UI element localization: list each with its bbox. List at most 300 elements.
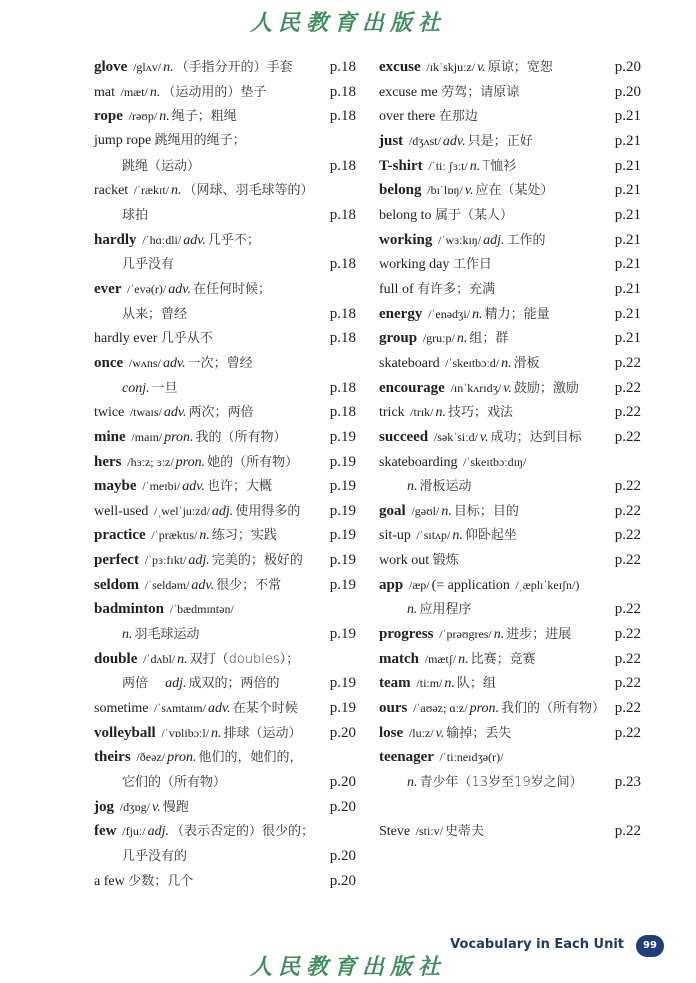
definition: 使用得多的 (235, 503, 301, 519)
part-of-speech: n. (407, 775, 418, 791)
page-reference: p.18 (329, 330, 356, 347)
entry-text (94, 400, 254, 426)
vocabulary-line (379, 228, 641, 253)
phonetic: /ˈwɜːkɪŋ/ (438, 232, 482, 247)
definition: 几乎从不 (160, 331, 213, 347)
headword: seldom (94, 576, 143, 593)
page-reference: p.18 (329, 305, 356, 322)
headword-plain: working day (379, 257, 453, 273)
phonetic: /ˈbædmɪntən/ (169, 602, 234, 617)
page-reference: p.18 (329, 157, 356, 174)
vocabulary-line (379, 499, 641, 524)
phonetic: /ˈmeɪbi/ (142, 479, 181, 494)
page-reference: p.21 (614, 280, 641, 297)
page-reference: p.20 (329, 848, 356, 864)
entry-text (379, 696, 605, 722)
phonetic: /dʒʌst/ (408, 133, 441, 148)
vocabulary-line (379, 696, 641, 721)
part-of-speech: pron. (164, 429, 194, 445)
vocabulary-line (379, 573, 641, 598)
entry-text (379, 228, 545, 254)
part-of-speech: adv. (168, 281, 191, 297)
entry-text (94, 623, 200, 648)
phonetic: /ˈskeɪtbɔːdɪŋ/ (463, 454, 527, 469)
vocabulary-line (379, 55, 641, 80)
entry-text (94, 327, 213, 352)
entry-text (379, 81, 519, 106)
page-reference: p.18 (329, 256, 356, 273)
vocabulary-line (94, 819, 356, 844)
headword: progress (379, 626, 438, 643)
vocabulary-line (94, 228, 356, 253)
headword-plain: sit-up (379, 528, 415, 544)
page-reference: p.19 (329, 576, 356, 593)
page-reference: p.20 (329, 798, 356, 815)
publisher-logo-top: 人民教育出版社 (249, 10, 446, 36)
definition: 双打（doubles）； (189, 651, 300, 667)
definition: 一次；曾经 (187, 355, 253, 371)
vocabulary-line (379, 795, 641, 820)
entry-text (379, 105, 478, 130)
part-of-speech: pron. (469, 701, 500, 717)
part-of-speech: adj. (165, 676, 187, 692)
vocabulary-line (379, 400, 641, 425)
entry-text (94, 450, 298, 476)
definition: （表示否定的）很少的； (170, 824, 314, 840)
vocabulary-line (379, 548, 641, 573)
headword: energy (379, 305, 427, 322)
part-of-speech: n. (211, 725, 222, 741)
headword: teenager (379, 749, 438, 766)
entry-text (94, 597, 236, 623)
definition: 技巧；戏法 (448, 405, 514, 421)
part-of-speech: n. (472, 306, 483, 322)
definition: 它们的（所有物） (122, 775, 227, 791)
part-of-speech: adj. (211, 503, 234, 519)
definition: 两次；两倍 (188, 405, 254, 421)
headword: encourage (379, 379, 449, 396)
page-reference: p.19 (329, 502, 356, 519)
phonetic: /ˈtiː ʃɜːt/ (428, 158, 468, 173)
vocabulary-line (94, 499, 356, 524)
headword: practice (94, 527, 150, 544)
vocabulary-line (379, 376, 641, 401)
definition: 鼓励；激励 (513, 380, 579, 396)
entry-text (94, 696, 298, 722)
entry-text (94, 277, 271, 303)
entry-text (379, 721, 511, 747)
phonetic: /ɪnˈkʌrɪdʒ/ (450, 380, 502, 395)
entry-text (94, 523, 277, 549)
phonetic: /ˈpræktɪs/ (151, 528, 198, 543)
page-reference: p.23 (614, 774, 641, 791)
vocabulary-line (94, 55, 356, 80)
page-reference: p.18 (329, 379, 356, 396)
part-of-speech: adj. (147, 824, 169, 840)
vocabulary-line (379, 523, 641, 548)
headword: theirs (94, 749, 135, 766)
page-reference: p.18 (329, 206, 356, 223)
entry-text (379, 253, 492, 278)
page-reference: p.18 (329, 108, 356, 125)
vocabulary-line (94, 326, 356, 351)
vocabulary-line (379, 819, 641, 844)
phonetic: /səkˈsiːd/ (433, 429, 478, 444)
part-of-speech: v. (479, 429, 489, 445)
vocabulary-line (94, 869, 356, 894)
part-of-speech: adv. (442, 133, 466, 149)
entry-text (94, 870, 193, 895)
headword: few (94, 823, 121, 840)
definition: 应用程序 (419, 602, 472, 618)
headword: succeed (379, 428, 432, 445)
definition: 属于（某人） (435, 207, 514, 223)
entry-text (94, 721, 302, 747)
definition: 两倍 (122, 676, 166, 692)
phonetic: /ˈpɜːfɪkt/ (144, 553, 187, 568)
page-reference: p.21 (614, 231, 641, 248)
part-of-speech: n. (159, 109, 170, 125)
definition: 有许多；充满 (417, 281, 496, 297)
part-of-speech: v. (435, 725, 445, 741)
entry-text (94, 351, 253, 377)
headword-plain: work out (379, 553, 433, 569)
entry-text (94, 647, 299, 673)
definition: 练习；实践 (211, 528, 277, 544)
phonetic: /fjuː/ (122, 824, 146, 839)
vocabulary-line (94, 400, 356, 425)
part-of-speech: n. (469, 158, 481, 174)
entry-text (379, 745, 505, 771)
definition: 完美的；极好的 (211, 553, 303, 569)
entry-text (379, 499, 519, 525)
definition: 几乎没有的 (122, 849, 188, 864)
headword: belong (379, 182, 426, 199)
definition: 原谅；宽恕 (487, 60, 553, 75)
page-reference: p.19 (329, 478, 356, 495)
phonetic: /ˈskeɪtbɔːd/ (445, 355, 500, 370)
part-of-speech: v. (477, 60, 486, 75)
part-of-speech: conj. (122, 380, 150, 396)
entry-text (379, 326, 508, 352)
entry-text (379, 278, 495, 303)
definition: 进步；进展 (506, 627, 572, 643)
entry-text (379, 129, 533, 155)
vocabulary-line (94, 104, 356, 129)
entry-text (379, 819, 484, 845)
vocabulary-line (94, 450, 356, 475)
entry-text (94, 178, 314, 204)
headword: once (94, 354, 127, 371)
headword: just (379, 132, 407, 149)
headword-plain: trick (379, 405, 409, 421)
part-of-speech: n. (458, 651, 469, 667)
definition: 滑板 (513, 355, 540, 371)
vocabulary-line (379, 671, 641, 696)
page-reference: p.21 (614, 206, 641, 223)
entry-text (94, 771, 226, 796)
vocabulary-column-left (94, 55, 356, 893)
phonetic: /gəʊl/ (411, 503, 440, 518)
definition: 青少年（13岁至19岁之间） (419, 775, 583, 791)
entry-text (94, 795, 189, 821)
definition: 工作日 (452, 257, 492, 273)
page-reference: p.22 (614, 354, 641, 371)
headword: group (379, 330, 421, 347)
definition: 几乎不； (207, 232, 260, 248)
definition: 比赛；竞赛 (470, 651, 536, 667)
vocabulary-line (379, 178, 641, 203)
phonetic: /maɪn/ (131, 429, 163, 444)
page-reference: p.18 (329, 404, 356, 421)
vocabulary-line (379, 154, 641, 179)
headword-plain: a few (94, 873, 129, 889)
entry-text (379, 450, 528, 476)
vocabulary-line (379, 104, 641, 129)
vocabulary-line (94, 425, 356, 450)
headword: jog (94, 798, 118, 815)
definition: 一旦 (151, 380, 178, 396)
page-reference: p.22 (614, 478, 641, 495)
headword-plain: belong to (379, 207, 435, 223)
phonetic: /ˈhɑːdli/ (142, 232, 182, 247)
phonetic: /ˈsʌmtaɪm/ (153, 701, 206, 716)
entry-text (379, 55, 553, 81)
headword: lose (379, 724, 407, 741)
definition: 跳绳用的绳子； (154, 132, 246, 148)
entry-text (379, 400, 513, 426)
headword: hers (94, 453, 126, 470)
headword: hardly (94, 231, 141, 248)
headword-plain: (= application (431, 577, 514, 593)
definition: 我们的（所有物） (501, 701, 606, 717)
phonetic: /ˈevə(r)/ (126, 281, 167, 296)
part-of-speech: pron. (175, 454, 206, 470)
vocabulary-line (94, 844, 356, 869)
phonetic: /ˈsɪtʌp/ (416, 528, 451, 543)
definition: 成双的；两倍的 (188, 676, 280, 692)
vocabulary-line (94, 548, 356, 573)
headword-plain: Steve (379, 824, 414, 840)
page-reference: p.20 (614, 59, 641, 75)
headword-plain: sometime (94, 701, 152, 717)
part-of-speech: n. (199, 528, 210, 544)
phonetic: /ˈprəʊgres/ (439, 627, 492, 642)
page-reference: p.20 (329, 774, 356, 791)
page-reference: p.21 (614, 305, 641, 322)
entry-text (94, 303, 187, 328)
definition: 在那边 (438, 109, 478, 125)
entry-text (94, 55, 293, 81)
entry-text (379, 647, 536, 673)
headword: perfect (94, 552, 143, 569)
definition: 他们的，她们的， (198, 750, 303, 766)
vocabulary-line (379, 203, 641, 228)
headword: double (94, 650, 142, 667)
headword-plain: over there (379, 109, 439, 125)
entry-text (94, 204, 148, 229)
phonetic: /luːz/ (408, 725, 434, 740)
entry-text (94, 80, 266, 106)
definition: 目标；目的 (453, 503, 519, 519)
entry-text (94, 425, 287, 451)
vocabulary-line (94, 622, 356, 647)
page-reference: p.22 (614, 724, 641, 741)
footer-section-title: Vocabulary in Each Unit (450, 937, 624, 952)
part-of-speech: n. (452, 528, 463, 544)
phonetic: /rəʊp/ (128, 109, 158, 124)
headword: glove (94, 59, 132, 75)
definition: T恤衫 (482, 158, 517, 174)
phonetic: /dʒɒg/ (119, 799, 151, 814)
vocabulary-line (379, 647, 641, 672)
entry-text (379, 549, 459, 574)
vocabulary-line (94, 696, 356, 721)
definition: 滑板运动 (419, 479, 472, 495)
vocabulary-line (379, 80, 641, 105)
part-of-speech: v. (464, 183, 474, 199)
phonetic: /ˈaʊəz; ɑːz/ (413, 701, 468, 716)
headword-plain: skateboarding (379, 454, 462, 470)
publisher-logo-bottom: 人民教育出版社 (249, 954, 446, 980)
definition: 工作的 (506, 232, 546, 248)
phonetic: /ˈrækɪt/ (133, 183, 170, 198)
page-reference: p.22 (614, 502, 641, 519)
entry-text (379, 178, 554, 204)
phonetic: /twaɪs/ (129, 405, 162, 420)
headword: T-shirt (379, 157, 427, 174)
headword-plain: twice (94, 405, 128, 421)
entry-text (379, 204, 513, 229)
part-of-speech: n. (407, 602, 418, 618)
phonetic: /ˈenədʒi/ (428, 306, 471, 321)
definition: 成功；达到目标 (490, 429, 582, 445)
page-reference: p.21 (614, 108, 641, 125)
headword: app (379, 576, 407, 593)
definition: 队；组 (456, 676, 496, 692)
page-reference: p.22 (614, 601, 641, 618)
page-reference: p.20 (329, 724, 356, 741)
headword: excuse (379, 59, 425, 75)
page-reference: p.22 (614, 700, 641, 717)
definition: 从来；曾经 (122, 306, 188, 322)
definition: 跳绳（运动） (122, 158, 201, 174)
vocabulary-line (94, 523, 356, 548)
definition: 输掉；丢失 (446, 725, 512, 741)
entry-text (94, 499, 300, 525)
part-of-speech: v. (503, 380, 512, 396)
entry-text (94, 253, 174, 278)
page-reference: p.22 (614, 823, 641, 840)
headword-plain: mat (94, 84, 119, 100)
vocabulary-line (379, 302, 641, 327)
page-reference: p.19 (329, 552, 356, 569)
page-reference: p.19 (329, 428, 356, 445)
vocabulary-line (379, 770, 641, 795)
headword: goal (379, 502, 410, 519)
vocabulary-column-right (379, 55, 641, 844)
phonetic: /bɪˈlɒŋ/ (427, 183, 463, 198)
definition: 羽毛球运动 (134, 627, 200, 643)
vocabulary-line (94, 277, 356, 302)
definition: 几乎没有 (122, 257, 175, 273)
phonetic: /hɜːz; ɜːz/ (127, 454, 174, 469)
definition: （运动用的）垫子 (162, 84, 267, 100)
definition: 很少；不常 (216, 577, 282, 593)
headword: match (379, 650, 423, 667)
headword-plain: full of (379, 281, 418, 297)
headword: ever (94, 280, 125, 297)
headword: mine (94, 428, 130, 445)
phonetic: /ˈseldəm/ (144, 577, 190, 592)
headword: maybe (94, 478, 141, 495)
definition: （网球、羽毛球等的） (183, 183, 314, 199)
page-reference: p.22 (614, 675, 641, 692)
phonetic: /mætʃ/ (424, 651, 457, 666)
part-of-speech: adv. (183, 232, 206, 248)
page-reference: p.19 (329, 527, 356, 544)
headword: team (379, 675, 415, 692)
headword: rope (94, 108, 127, 125)
part-of-speech: n. (177, 651, 188, 667)
entry-text (379, 475, 472, 500)
part-of-speech: n. (171, 183, 182, 199)
vocabulary-line (379, 129, 641, 154)
definition: 绳子；粗绳 (171, 109, 237, 125)
vocabulary-line (94, 376, 356, 401)
phonetic: /ˌæplɪˈkeɪʃn/) (515, 577, 580, 592)
entry-text (94, 548, 303, 574)
vocabulary-line (379, 622, 641, 647)
entry-text (94, 819, 314, 845)
entry-text (94, 474, 272, 500)
vocabulary-line (94, 745, 356, 770)
phonetic: /æp/ (408, 577, 430, 592)
headword: volleyball (94, 724, 160, 741)
page-number-badge: 99 (636, 935, 664, 957)
definition: 在任何时候； (192, 281, 271, 297)
headword: working (379, 231, 437, 248)
vocabulary-line (94, 721, 356, 746)
page-reference: p.19 (329, 675, 356, 692)
page-reference: p.21 (614, 256, 641, 273)
part-of-speech: n. (493, 627, 505, 643)
vocabulary-line (379, 597, 641, 622)
part-of-speech: n. (435, 405, 446, 421)
part-of-speech: n. (456, 331, 468, 347)
phonetic: /ˌwelˈjuːzd/ (153, 503, 210, 518)
page-reference: p.19 (329, 453, 356, 470)
page-reference: p.22 (614, 650, 641, 667)
vocabulary-line (94, 351, 356, 376)
vocabulary-line (94, 573, 356, 598)
definition: 也许；大概 (206, 479, 272, 495)
vocabulary-line (94, 795, 356, 820)
vocabulary-line (379, 351, 641, 376)
vocabulary-line (94, 597, 356, 622)
definition: 仰卧起坐 (464, 528, 517, 544)
part-of-speech: adj. (483, 232, 505, 248)
definition: 精力；能量 (484, 306, 550, 322)
part-of-speech: n. (407, 479, 418, 495)
page-reference: p.19 (329, 626, 356, 643)
entry-text (379, 376, 579, 402)
part-of-speech: adv. (207, 701, 231, 717)
phonetic: /tiːm/ (416, 676, 443, 691)
vocabulary-line (94, 252, 356, 277)
part-of-speech: adv. (182, 479, 205, 495)
definition: （手指分开的）手套 (175, 60, 293, 75)
